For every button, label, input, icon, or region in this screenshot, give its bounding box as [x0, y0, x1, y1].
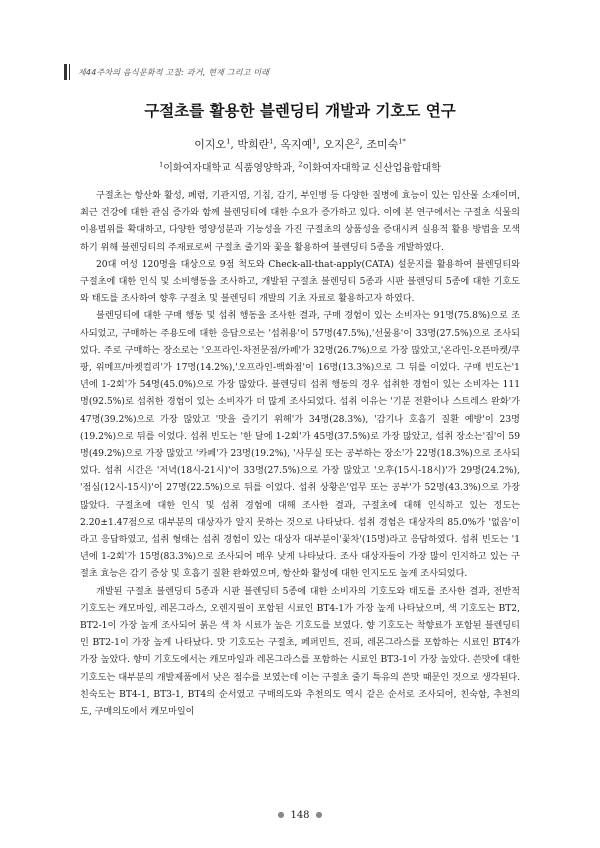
paragraph: 개발된 구절초 블렌딩티 5종과 시판 블렌딩티 5종에 대한 소비자의 기호도와 태도를 조사한 결과, 전반적 기호도는 캐모마일, 레몬그라스, 오렌지필이 포함된 시료인 BT4-1가 가장 높게 나타났으며, 색 기호도는 BT2, BT2-1이 가장 높게 조사되어 붉은 색 차 시료가 높은 기호도를 보였다. 향 기호도는 착향료가 포함된 블렌딩티인 BT2-1이 가장 높게 나타났다. 맛 기호도는 구절초, 페퍼민트, 진피, 레몬그라스를 포함하는 시료인 BT4가 가장 높았다. 향미 기호도에서는 캐모마일과 레몬그라스를 포함하는 시료인 BT3-1이 가장 높았다. 쓴맛에 대한 기호도는 대부분의 개발제품에서 낮은 점수를 보였는데 이는 구절초 줄기 특유의 쓴맛 때문인 것으로 생각된다. 친숙도는 BT4-1, BT3-1, BT4의 순서였고 구매의도와 추천의도 역시 같은 순서로 조사되어, 친숙함, 추천의도, 구매의도에서 캐모마일이	[80, 586, 520, 718]
affiliations: $^1$이화여자대학교 식품영양학과, $^2$이화여자대학교 신산업융합대학	[159, 160, 441, 174]
author: 박희란$^1$	[237, 137, 274, 151]
paragraph: 구절초는 항산화 활성, 폐렴, 기관지염, 기침, 감기, 부인병 등 다양한 질병에 효능이 있는 임산물 소재이며, 최근 건강에 대한 관심 증가와 함께 블렌딩티에 대한 수요가 증가하고 있다. 이에 본 연구에서는 구절초 식물의 이용범위를 확대하고, 다양한 영양성분과 기능성을 가진 구절초의 상품성을 증대시켜 실용적 활용 방법을 모색하기 위해 블렌딩티의 주재료로써 구절초 줄기와 꽃을 활용하여 블렌딩티 5종을 개발하였다.	[80, 191, 520, 253]
paragraph: 20대 여성 120명을 대상으로 9점 척도와 Check-all-that-apply(CATA) 설문지를 활용하여 블렌딩티와 구절초에 대한 인식 및 소비행동을 조사하고, 개발된 구절초 블렌딩티 5종과 시판 블렌딩티 5종에 대한 기호도와 태도를 조사하여 향후 구절초 및 블렌딩티 개발의 기초 자료로 활용하고자 하였다.	[80, 259, 520, 305]
running-title: 제44주차의 음식문화적 고찰: 과거, 현재 그리고 미래	[78, 67, 270, 77]
affiliation: 이화여자대학교 식품영양학과,	[163, 163, 299, 174]
paragraph: 블렌딩티에 대한 구매 행동 및 섭취 행동을 조사한 결과, 구매 경험이 있는 소비자는 91명(75.8%)으로 조사되었고, 구매하는 주용도에 대한 응답으로는 '섭취용'이 57명(47.5%),'선물용'이 33명(27.5%)으로 조사되었다. 주로 구매하는 장소로는 '오프라인-차전문점/카페'가 32명(26.7%)으로 가장 많았고,'온라인-오픈마켓/쿠팡, 위메프/마켓컬리'가 17명(14.2%),'오프라인-백화점'이 16명(13.3%)으로 그 뒤를 이었다. 구매 빈도는'1년에 1-2회'가 54명(45.0%)으로 가장 많았다. 블렌딩티 섭취 행동의 경우 섭취한 경험이 있는 소비자는 111명(92.5%)로 섭취한 경험이 있는 소비자가 더 많게 조사되었다. 섭취 이유는 '기분 전환이나 스트레스 완화'가 47명(39.2%)으로 가장 많았고 '맛을 즐기기 위해'가 34명(28.3%), '감기나 호흡기 질환 예방'이 23명(19.2%)으로 뒤를 이었다. 섭취 빈도는 '한 달에 1-2회'가 45명(37.5%)로 가장 많았고, 섭취 장소는'집'이 59명(49.2%)으로 가장 많았고 '카페'가 23명(19.2%), '사무실 또는 공부하는 장소'가 22명(18.3%)으로 조사되었다. 섭취 시간은 '저녁(18시-21시)'이 33명(27.5%)으로 가장 많았고 '오후(15시-18시)'가 29명(24.2%), '점심(12시-15시)'이 27명(22.5%)으로 뒤를 이었다. 섭취 상황은'업무 또는 공부'가 52명(43.3%)으로 가장 많았다. 구절초에 대한 인식 및 섭취 경험에 대해 조사한 결과, 구절초에 대해 인식하고 있는 정도는 2.20±1.47점으로 대부분의 대상자가 알지 못하는 것으로 나타났다. 섭취 경험은 대상자의 85.0%가 '없음'이라고 응답하였고, 섭취 형태는 섭취 경험이 있는 대상자 대부분이'꽃차'(15명)라고 응답하였다. 섭취 빈도는 '1년에 1-2회'가 15명(83.3%)으로 조사되어 매우 낮게 나타났다. 조사 대상자들이 가장 많이 인지하고 있는 구절초 효능은 감기 증상 및 호흡기 질환 완화였으며, 항산화 활성에 대한 인지도도 높게 조사되었다.	[80, 311, 520, 580]
footer-ornament: ●	[315, 810, 323, 819]
author: 오지은$^2$	[323, 137, 360, 151]
author: 이지오$^1$	[194, 137, 231, 151]
page-footer	[0, 810, 600, 821]
page-number: 148	[290, 810, 310, 821]
abstract-body	[80, 188, 520, 721]
running-header	[64, 62, 269, 82]
paper-title: 구절초를 활용한 블렌딩티 개발과 기호도 연구	[144, 102, 456, 120]
header-bar-thick	[64, 64, 67, 80]
author-list: 이지오$^1$, 박희란$^1$, 옥지예$^1$, 오지은$^2$, 조미숙$^{1*}$	[194, 137, 406, 151]
footer-ornament: ●	[277, 810, 285, 819]
author: 옥지예$^1$	[280, 137, 317, 151]
header-bar-thin	[69, 64, 70, 80]
affiliation: 이화여자대학교 신산업융합대학	[302, 163, 441, 174]
author: 조미숙$^{1*}$	[366, 137, 406, 151]
